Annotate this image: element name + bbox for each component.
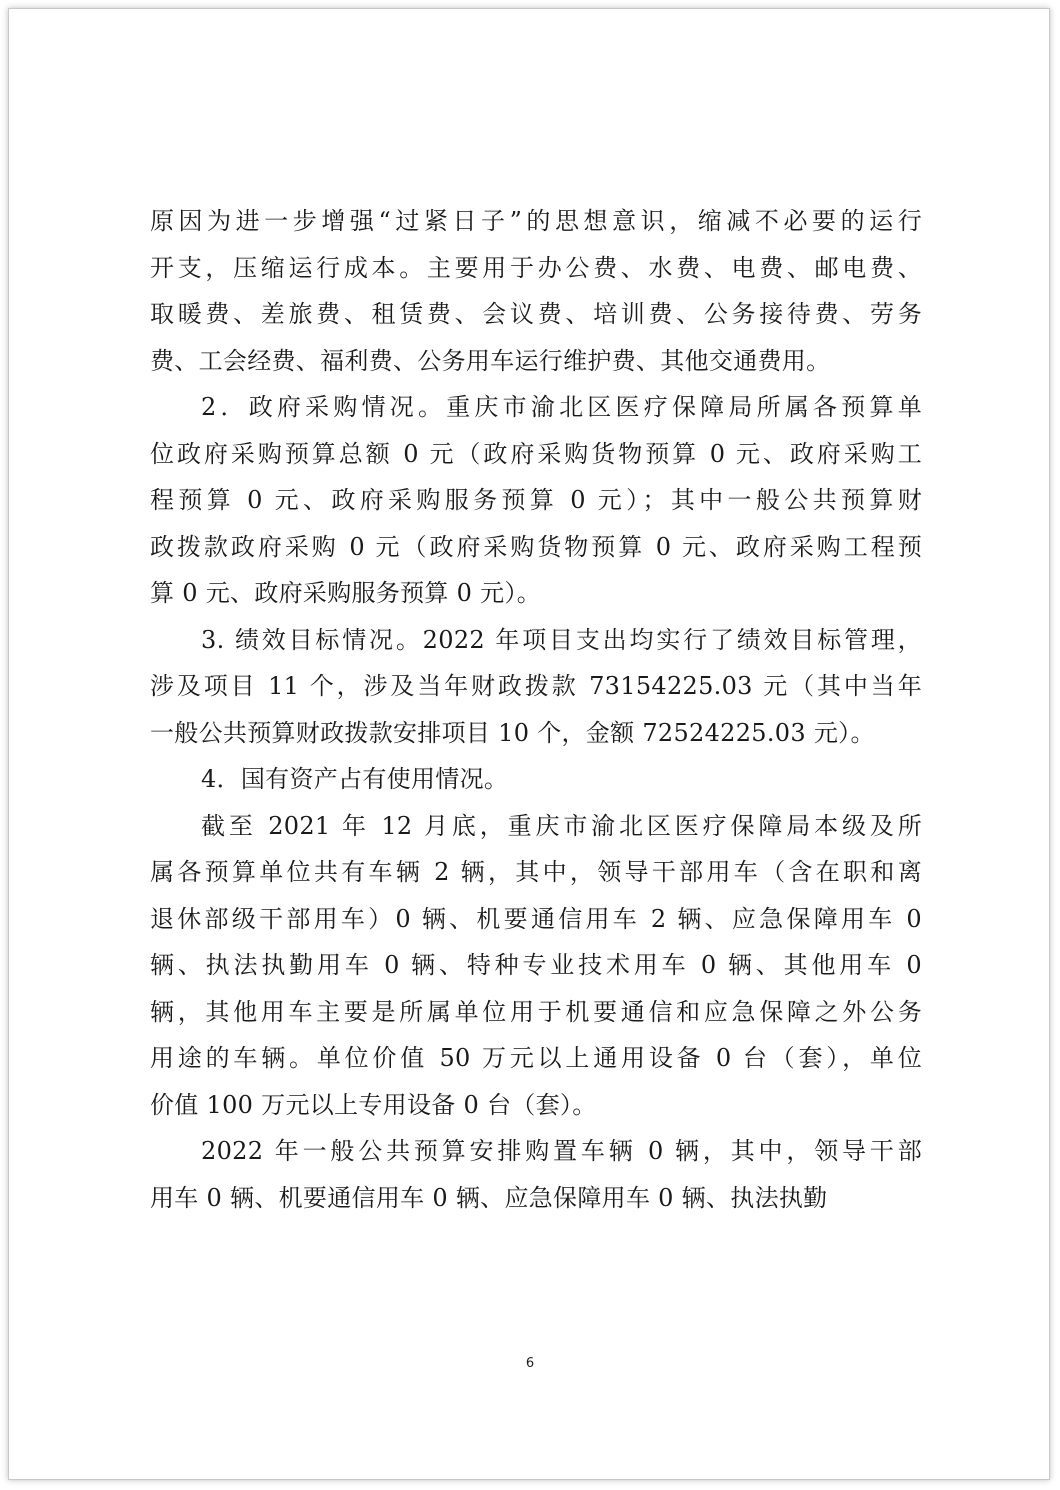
- text-line: 辆、执法执勤用车 0 辆、特种专业技术用车 0 辆、其他用车 0: [150, 951, 922, 979]
- text-line: 程预算 0 元、政府采购服务预算 0 元）；其中一般公共预算财: [150, 486, 922, 514]
- text-line: 4．国有资产占有使用情况。: [201, 765, 509, 793]
- text-line: 价值 100 万元以上专用设备 0 台（套）。: [150, 1090, 597, 1119]
- text-line: 费、工会经费、福利费、公务用车运行维护费、其他交通费用。: [150, 346, 831, 375]
- text-line: 取暖费、差旅费、租赁费、会议费、培训费、公务接待费、劳务: [150, 300, 922, 328]
- text-line: 退休部级干部用车）0 辆、机要通信用车 2 辆、应急保障用车 0: [150, 904, 922, 933]
- text-line: 用途的车辆。单位价值 50 万元以上通用设备 0 台（套），单位: [150, 1044, 923, 1072]
- text-line: 位政府采购预算总额 0 元（政府采购货物预算 0 元、政府采购工: [150, 439, 922, 468]
- text-line: 3. 绩效目标情况。2022 年项目支出均实行了绩效目标管理，: [201, 625, 922, 654]
- text-line: 2022 年一般公共预算安排购置车辆 0 辆，其中，领导干部: [201, 1137, 922, 1165]
- text-line: 开支，压缩运行成本。主要用于办公费、水费、电费、邮电费、: [150, 253, 922, 282]
- text-line: 政拨款政府采购 0 元（政府采购货物预算 0 元、政府采购工程预: [150, 532, 922, 561]
- text-line: 原因为进一步增强“过紧日子”的思想意识，缩减不必要的运行: [150, 207, 922, 235]
- text-line: 用车 0 辆、机要通信用车 0 辆、应急保障用车 0 辆、执法执勤: [150, 1183, 828, 1212]
- text-line: 属各预算单位共有车辆 2 辆，其中，领导干部用车（含在职和离: [150, 858, 922, 886]
- text-line: 2．政府采购情况。重庆市渝北区医疗保障局所属各预算单: [201, 393, 922, 421]
- text-line: 算 0 元、政府采购服务预算 0 元）。: [150, 579, 542, 607]
- text-line: 辆，其他用车主要是所属单位用于机要通信和应急保障之外公务: [150, 997, 922, 1026]
- document-body: [150, 198, 922, 1221]
- text-line: 涉及项目 11 个，涉及当年财政拨款 73154225.03 元（其中当年: [150, 672, 922, 700]
- text-line: 一般公共预算财政拨款安排项目 10 个，金额 72524225.03 元）。: [150, 718, 875, 747]
- page-number: 6: [525, 1356, 535, 1371]
- text-line: 截至 2021 年 12 月底，重庆市渝北区医疗保障局本级及所: [201, 811, 922, 840]
